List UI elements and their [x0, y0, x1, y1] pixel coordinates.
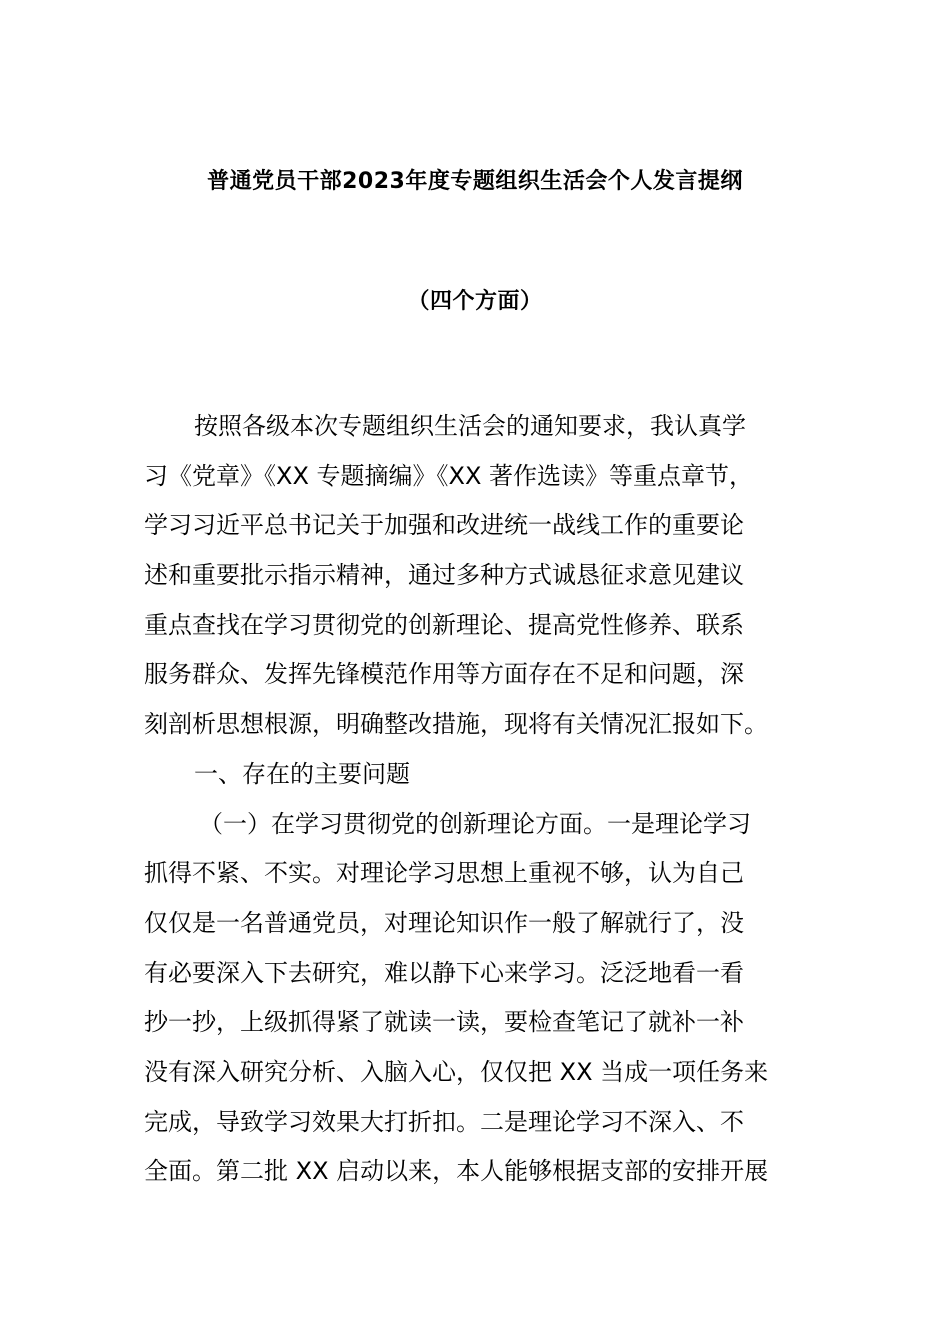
paragraph-line: 述和重要批示指示精神，通过多种方式诚恳征求意见建议 [144, 561, 744, 590]
document-body [144, 402, 834, 1197]
paragraph-line: 习《党章》《XX 专题摘编》《XX 著作选读》等重点章节， [144, 461, 754, 490]
paragraph-line: 服务群众、发挥先锋模范作用等方面存在不足和问题，深 [144, 660, 744, 689]
paragraph-line: 抄一抄，上级抓得紧了就读一读，要检查笔记了就补一补 [144, 1008, 744, 1037]
paragraph-line: 没有深入研究分析、入脑入心，仅仅把 XX 当成一项任务来 [144, 1057, 769, 1086]
document-title: 普通党员干部2023年度专题组织生活会个人发言提纲 [207, 169, 743, 194]
paragraph-line: 重点查找在学习贯彻党的创新理论、提高党性修养、联系 [144, 610, 744, 639]
paragraph-line: 刻剖析思想根源，明确整改措施，现将有关情况汇报如下。 [144, 710, 768, 739]
paragraph-line: 按照各级本次专题组织生活会的通知要求，我认真学 [194, 412, 746, 440]
subsection-first-line: （一）在学习贯彻党的创新理论方面。一是理论学习 [199, 809, 751, 838]
document-subtitle: （四个方面） [407, 289, 543, 314]
paragraph-line: 仅仅是一名普通党员，对理论知识作一般了解就行了，没 [144, 908, 744, 937]
paragraph-line: 有必要深入下去研究，难以静下心来学习。泛泛地看一看 [144, 958, 744, 987]
paragraph-line: 全面。第二批 XX 启动以来，本人能够根据支部的安排开展 [144, 1157, 769, 1186]
paragraph-line: 抓得不紧、不实。对理论学习思想上重视不够，认为自己 [144, 859, 744, 888]
section-heading: 一、存在的主要问题 [194, 759, 410, 788]
paragraph-line: 完成，导致学习效果大打折扣。二是理论学习不深入、不 [144, 1107, 744, 1136]
paragraph-line: 学习习近平总书记关于加强和改进统一战线工作的重要论 [144, 511, 744, 540]
